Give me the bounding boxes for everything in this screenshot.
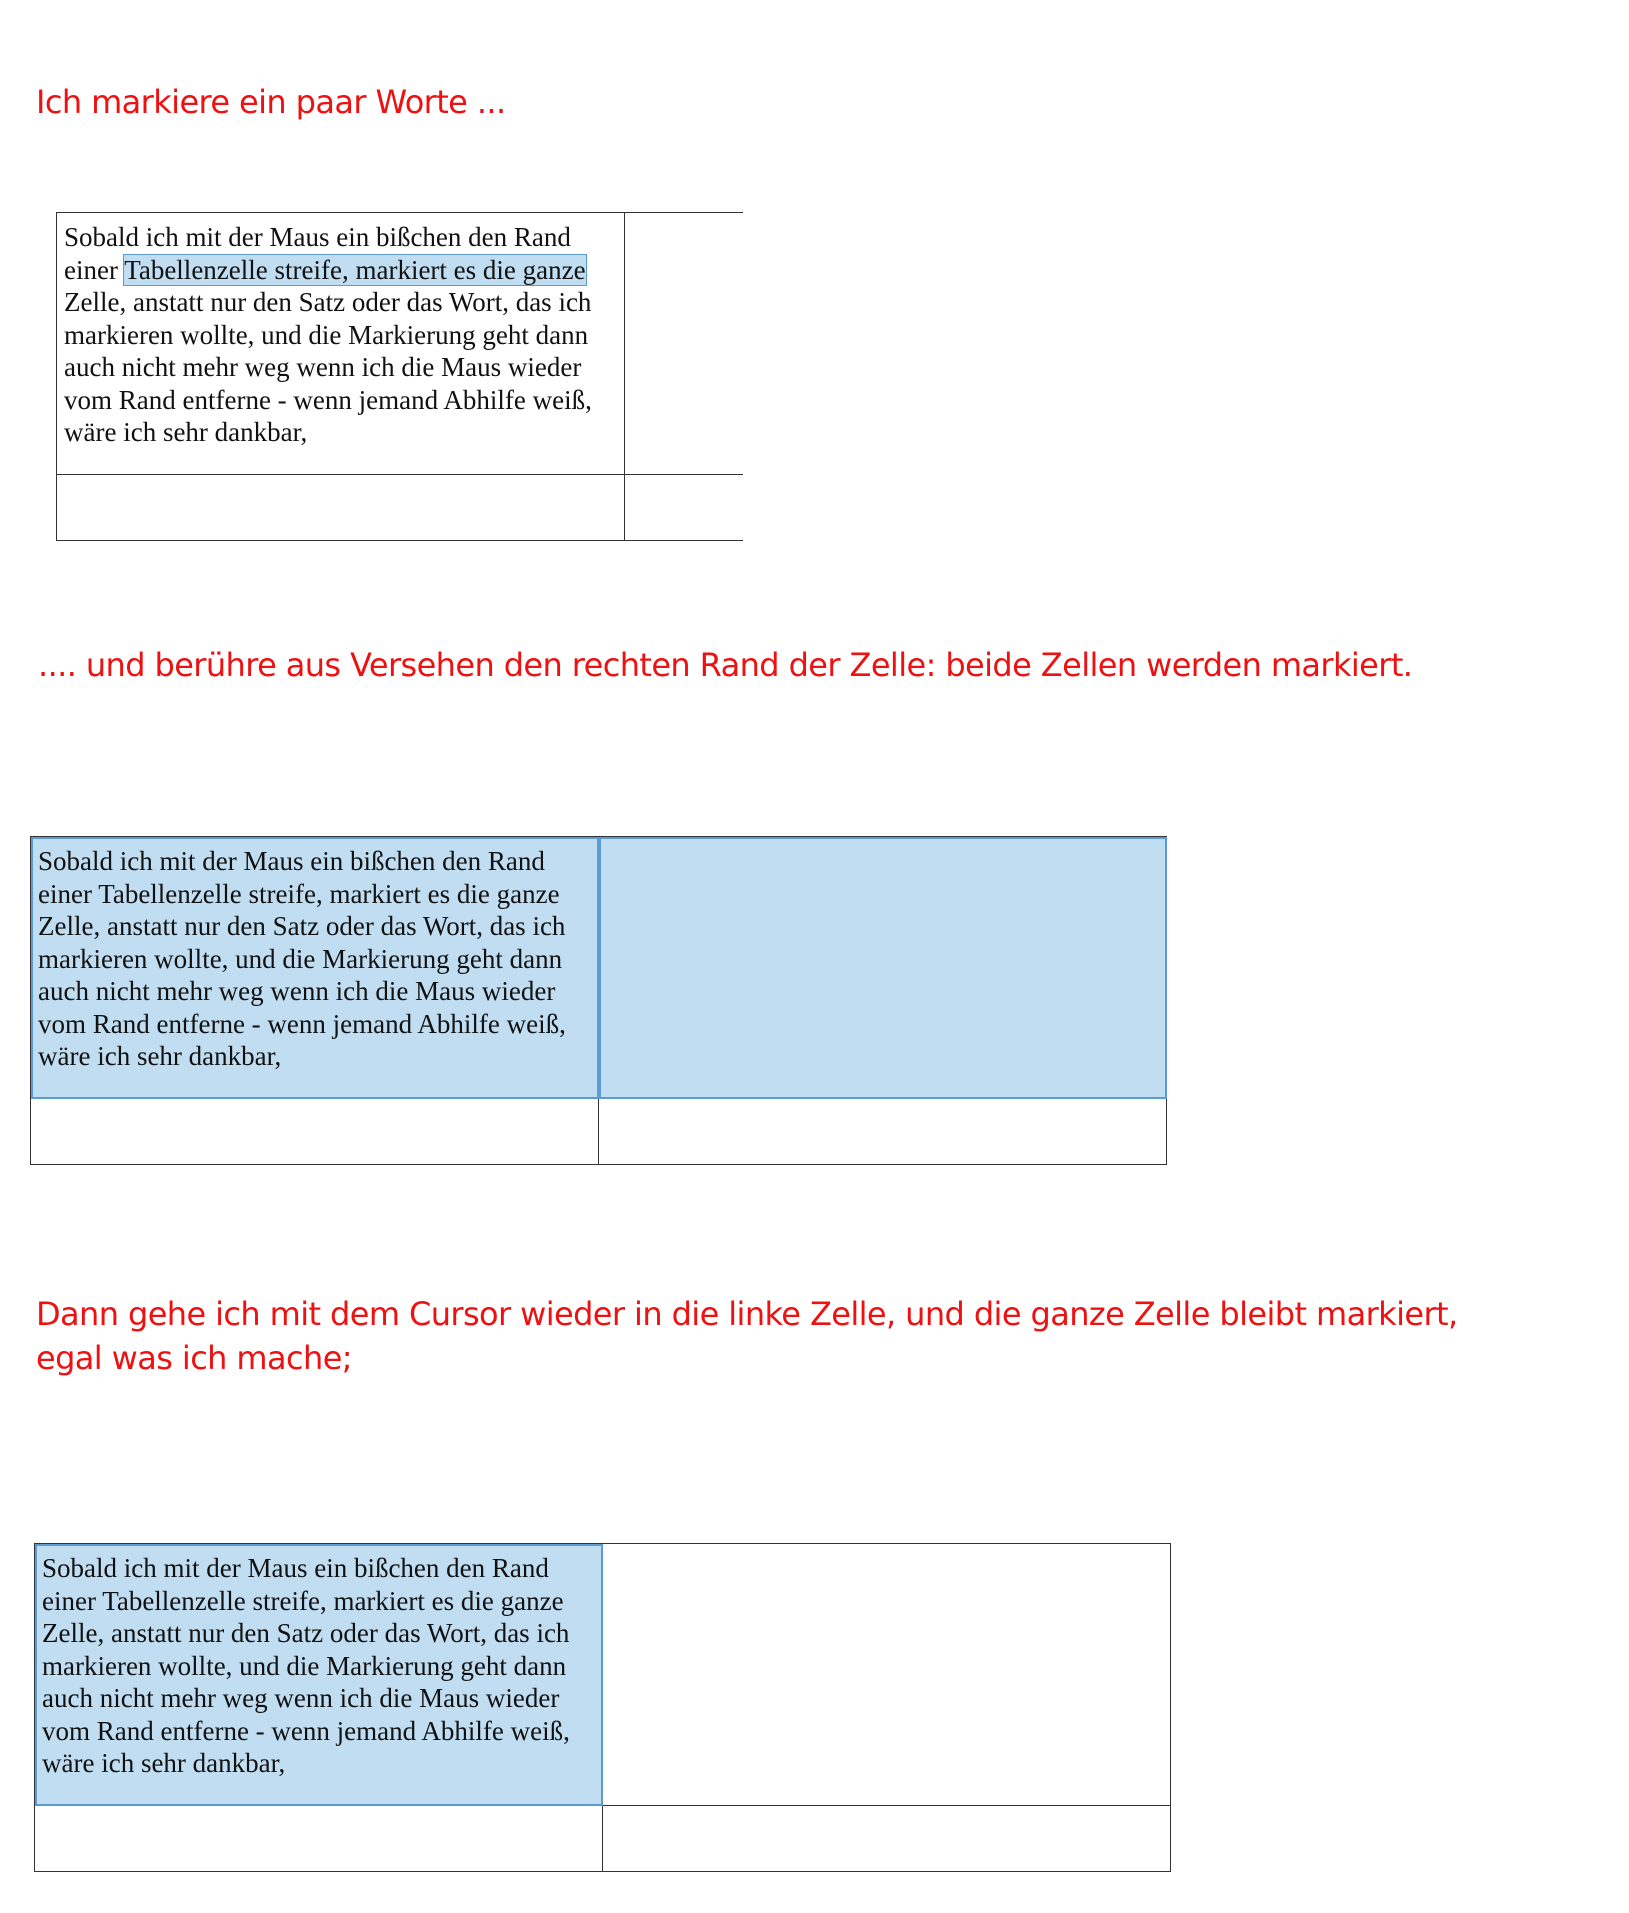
table-cell-left-selected[interactable] (35, 1544, 603, 1806)
table-cell-right[interactable] (625, 213, 743, 475)
cell-text[interactable] (57, 213, 624, 449)
caption-step-2: .... und berühre aus Versehen den rechten Rand der Zelle: beide Zellen werden markiert. (38, 646, 1413, 684)
table-cell-bottom-left[interactable] (57, 475, 625, 541)
text-line-4: markieren wollte, und die Markierung geht dann (38, 943, 563, 974)
table-cell-right-selected[interactable] (599, 837, 1167, 1099)
text-line-7: wäre ich sehr dankbar, (42, 1748, 286, 1778)
table-cell-left[interactable] (57, 213, 625, 475)
text-line-5: auch nicht mehr weg wenn ich die Maus wieder (38, 976, 556, 1006)
selected-text[interactable]: Tabellenzelle streife, markiert es die ganze (124, 254, 586, 285)
text-line-4: markieren wollte, und die Markierung geht dann (42, 1650, 567, 1681)
table-left-cell-selected (34, 1543, 1171, 1872)
table-cell-bottom-right[interactable] (625, 475, 743, 541)
table-words-selected (56, 212, 743, 541)
text-line-4: markieren wollte, und die Markierung geht dann (64, 319, 589, 350)
cell-text[interactable] (35, 1544, 602, 1780)
table-cell-bottom-left[interactable] (35, 1806, 603, 1872)
table-cell-bottom-right[interactable] (603, 1806, 1171, 1872)
text-line-3: Zelle, anstatt nur den Satz oder das Wort, das ich (64, 287, 592, 317)
text-line-6: vom Rand entferne - wenn jemand Abhilfe weiß, (64, 384, 592, 415)
cell-text[interactable] (31, 837, 598, 1073)
text-line-7: wäre ich sehr dankbar, (64, 417, 308, 447)
table-both-cells-selected (30, 836, 1167, 1165)
text-line-1: Sobald ich mit der Maus ein bißchen den Rand (42, 1553, 549, 1583)
text-line-3: Zelle, anstatt nur den Satz oder das Wort, das ich (42, 1618, 570, 1648)
text-line-5: auch nicht mehr weg wenn ich die Maus wieder (42, 1683, 560, 1713)
text-line-1: Sobald ich mit der Maus ein bißchen den Rand (64, 222, 571, 252)
text-line-7: wäre ich sehr dankbar, (38, 1041, 282, 1071)
text-line-2-prefix: einer (64, 254, 125, 285)
text-line-2 (64, 254, 624, 287)
table-cell-bottom-left[interactable] (31, 1099, 599, 1165)
text-line-6: vom Rand entferne - wenn jemand Abhilfe weiß, (38, 1008, 566, 1039)
text-line-5: auch nicht mehr weg wenn ich die Maus wieder (64, 352, 582, 382)
caption-step-3-line-2: egal was ich mache; (36, 1339, 352, 1377)
text-line-1: Sobald ich mit der Maus ein bißchen den Rand (38, 846, 545, 876)
text-line-6: vom Rand entferne - wenn jemand Abhilfe weiß, (42, 1715, 570, 1746)
table-cell-right[interactable] (603, 1544, 1171, 1806)
text-line-2: einer Tabellenzelle streife, markiert es die ganze (38, 878, 560, 909)
table-cell-bottom-right[interactable] (599, 1099, 1167, 1165)
caption-step-1: Ich markiere ein paar Worte ... (36, 83, 506, 121)
text-line-3: Zelle, anstatt nur den Satz oder das Wort, das ich (38, 911, 566, 941)
table-cell-left-selected[interactable] (31, 837, 599, 1099)
text-line-2: einer Tabellenzelle streife, markiert es die ganze (42, 1585, 564, 1616)
caption-step-3-line-1: Dann gehe ich mit dem Cursor wieder in die linke Zelle, und die ganze Zelle bleibt markiert, (36, 1295, 1458, 1333)
